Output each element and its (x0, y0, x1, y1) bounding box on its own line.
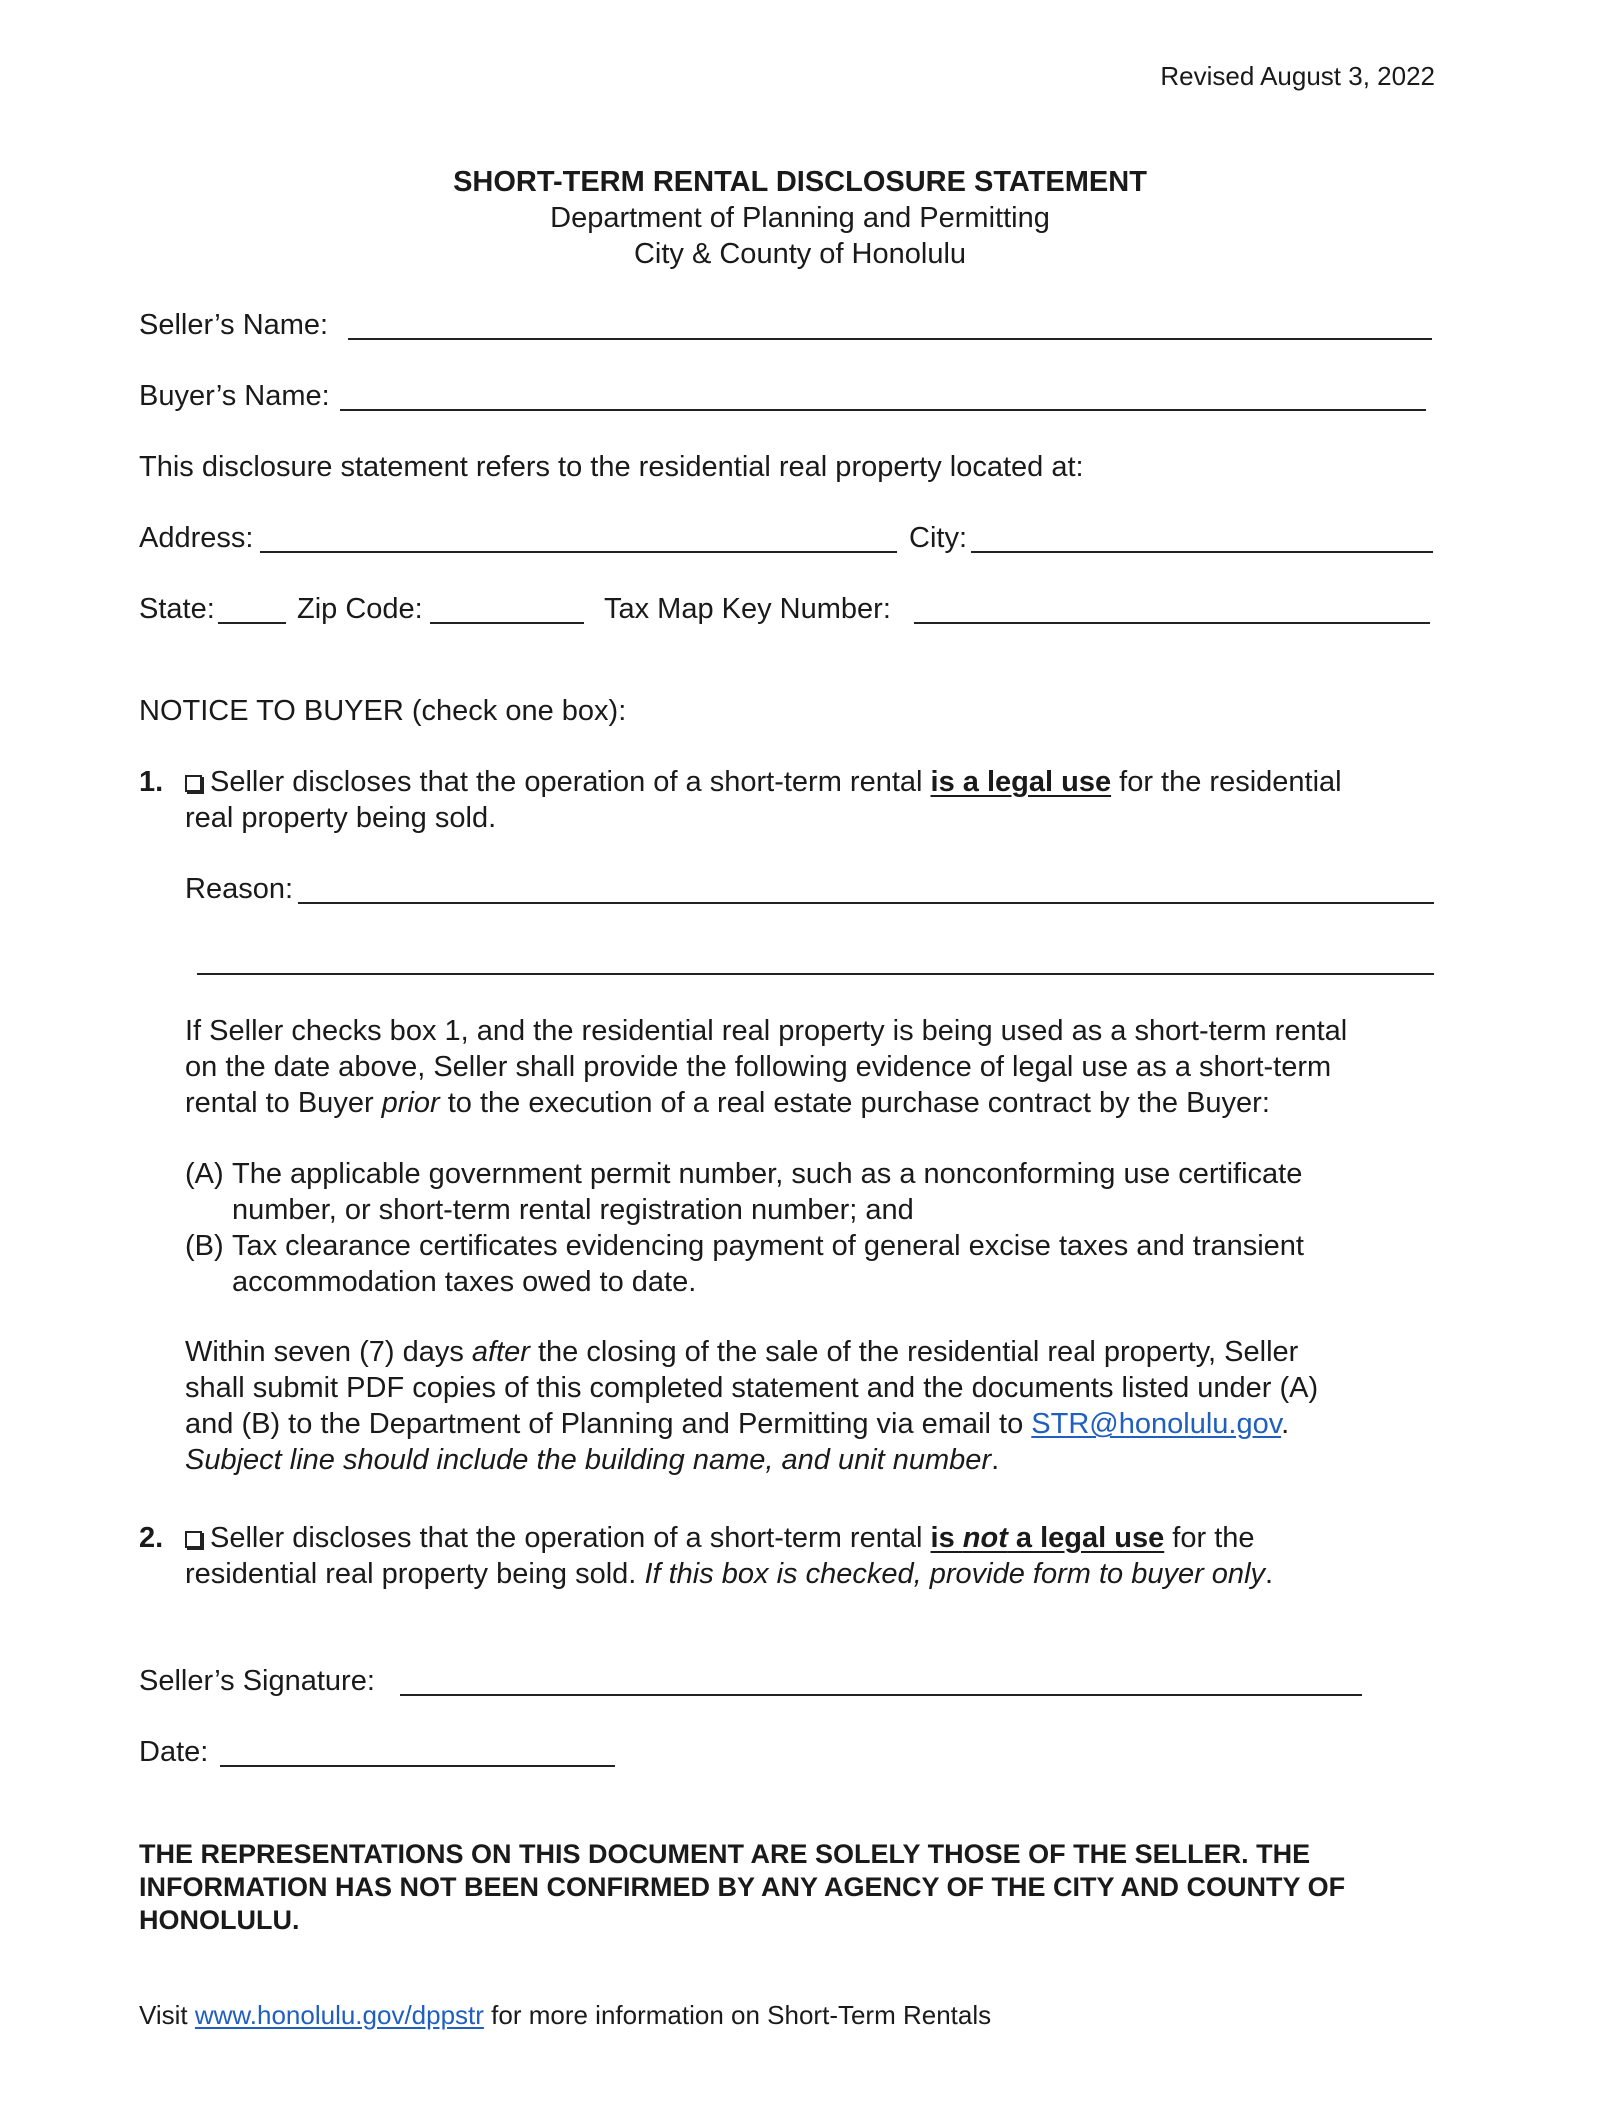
notice-to-buyer: NOTICE TO BUYER (check one box): (139, 695, 627, 727)
seller-signature-field[interactable] (400, 1694, 1362, 1696)
email-link[interactable]: STR@honolulu.gov (1031, 1408, 1282, 1440)
option-2-is: is (930, 1522, 963, 1554)
seller-name-field[interactable] (348, 338, 1432, 340)
item-b-line1: Tax clearance certificates evidencing payment of general excise taxes and transient (232, 1230, 1304, 1262)
option-2-instruction: If this box is checked, provide form to buyer only (644, 1558, 1266, 1590)
buyer-name-field[interactable] (340, 409, 1426, 411)
state-label: State: (139, 593, 215, 625)
within-after: after (471, 1336, 530, 1368)
date-field[interactable] (220, 1765, 615, 1767)
option-2-text-b: for the (1164, 1522, 1255, 1554)
subject-line-period: . (991, 1444, 1000, 1476)
within-line1 (185, 1334, 1298, 1370)
option-2-checkbox[interactable] (185, 1531, 202, 1548)
within-line1-b: the closing of the sale of the residential real property, Seller (529, 1336, 1299, 1368)
property-intro: This disclosure statement refers to the residential real property located at: (139, 451, 1084, 483)
subject-line-text: Subject line should include the building name, and unit number (185, 1444, 992, 1476)
date-label: Date: (139, 1736, 209, 1768)
item-a-line1: The applicable government permit number, such as a nonconforming use certificate (232, 1158, 1303, 1190)
option-2-text-a: Seller discloses that the operation of a short-term rental (210, 1522, 931, 1554)
reason-field-line1[interactable] (298, 902, 1434, 904)
evidence-line3-a: rental to Buyer (185, 1087, 382, 1119)
option-2-not: not (962, 1522, 1008, 1554)
within-line1-a: Within seven (7) days (185, 1336, 472, 1368)
revised-date: Revised August 3, 2022 (1160, 61, 1435, 91)
disclaimer-line2: INFORMATION HAS NOT BEEN CONFIRMED BY ANY AGENCY OF THE CITY AND COUNTY OF (139, 1872, 1346, 1902)
subject-line-note (185, 1442, 999, 1478)
item-a-line2: number, or short-term rental registration number; and (232, 1194, 914, 1226)
option-2-not-legal-use (931, 1522, 1165, 1554)
footer-url-link[interactable]: www.honolulu.gov/dppstr (194, 2000, 484, 2030)
state-field[interactable] (218, 622, 286, 624)
evidence-line2: on the date above, Seller shall provide the following evidence of legal use as a short-term (185, 1051, 1332, 1083)
address-label: Address: (139, 522, 254, 554)
address-field[interactable] (260, 551, 897, 553)
seller-name-label: Seller’s Name: (139, 309, 329, 341)
tmk-field[interactable] (914, 622, 1430, 624)
evidence-line3-b: to the execution of a real estate purchase contract by the Buyer: (439, 1087, 1270, 1119)
footer-visit: Visit (139, 2000, 195, 2030)
option-1-line2: real property being sold. (185, 802, 497, 834)
tmk-label: Tax Map Key Number: (604, 593, 891, 625)
option-2-line1 (185, 1520, 1255, 1556)
evidence-prior: prior (381, 1087, 440, 1119)
item-a-label: (A) (185, 1158, 224, 1190)
option-1-text-a: Seller discloses that the operation of a short-term rental (210, 766, 931, 798)
within-line3-b: . (1281, 1408, 1290, 1440)
within-line2: shall submit PDF copies of this completed statement and the documents listed under (A) (185, 1372, 1319, 1404)
seller-signature-label: Seller’s Signature: (139, 1665, 375, 1697)
department-name: Department of Planning and Permitting (550, 202, 1050, 234)
jurisdiction-name: City & County of Honolulu (633, 238, 967, 270)
option-2-number: 2. (139, 1522, 164, 1554)
evidence-line1: If Seller checks box 1, and the residential real property is being used as a short-term rental (185, 1015, 1348, 1047)
option-1-line1 (185, 764, 1342, 800)
evidence-line3 (185, 1085, 1270, 1121)
reason-label: Reason: (185, 873, 294, 905)
form-title: SHORT-TERM RENTAL DISCLOSURE STATEMENT (453, 166, 1147, 198)
city-label: City: (909, 522, 967, 554)
reason-field-line2[interactable] (197, 973, 1434, 975)
buyer-name-label: Buyer’s Name: (139, 380, 330, 412)
zip-field[interactable] (430, 622, 584, 624)
within-line3-a: and (B) to the Department of Planning and Permitting via email to (185, 1408, 1032, 1440)
option-1-checkbox[interactable] (185, 775, 202, 792)
disclaimer-line3: HONOLULU. (139, 1905, 300, 1935)
footer-note (139, 1997, 991, 2033)
city-field[interactable] (971, 551, 1433, 553)
item-b-label: (B) (185, 1230, 224, 1262)
option-1-legal-use: is a legal use (930, 766, 1112, 798)
zip-label: Zip Code: (297, 593, 423, 625)
item-b-line2: accommodation taxes owed to date. (232, 1266, 697, 1298)
footer-rest: for more information on Short-Term Rentals (483, 2000, 992, 2030)
option-2-line2-b: . (1265, 1558, 1274, 1590)
option-2-line2-a: residential real property being sold. (185, 1558, 645, 1590)
option-2-legal-use: a legal use (1007, 1522, 1165, 1554)
option-1-number: 1. (139, 766, 164, 798)
disclaimer-line1: THE REPRESENTATIONS ON THIS DOCUMENT ARE SOLELY THOSE OF THE SELLER. THE (139, 1839, 1311, 1869)
option-1-text-b: for the residential (1111, 766, 1342, 798)
option-2-line2 (185, 1556, 1273, 1592)
within-line3 (185, 1406, 1289, 1442)
